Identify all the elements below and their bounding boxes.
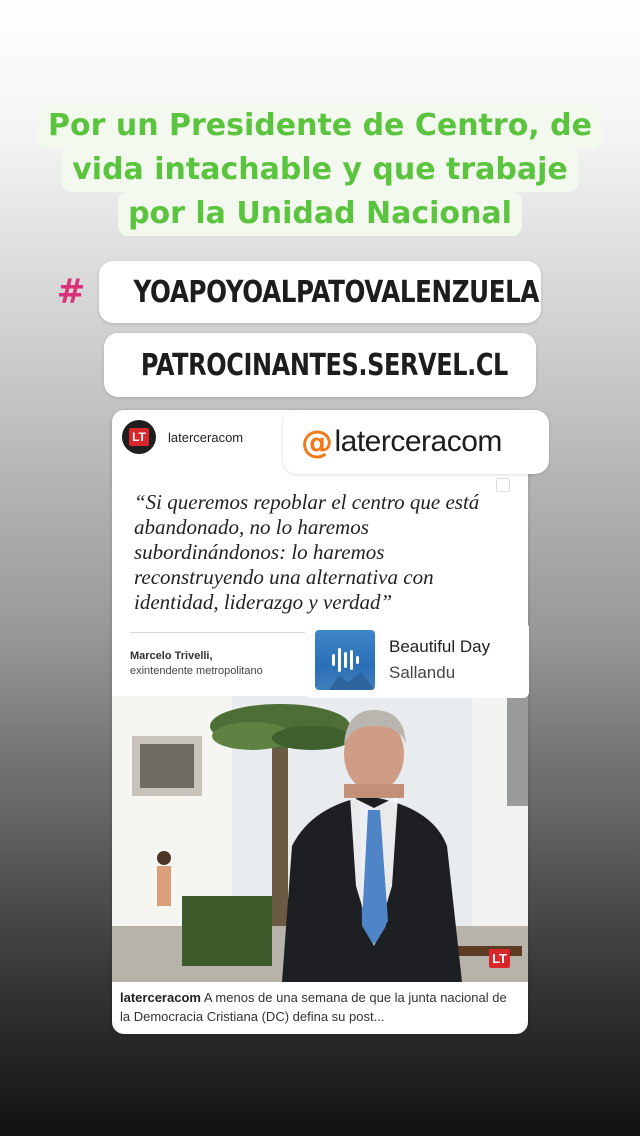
album-art [315, 630, 375, 690]
music-sticker[interactable] [305, 622, 529, 698]
photo-illustration [112, 696, 528, 982]
mention-sticker[interactable] [283, 410, 549, 474]
headline-line-1: Por un Presidente de Centro, de [38, 104, 602, 148]
caption-text: A menos de una semana de que la junta nacional de la Democracia Cristiana (DC) defina su post... [120, 990, 507, 1024]
caption-username[interactable]: laterceracom [120, 990, 201, 1005]
post-caption [120, 988, 520, 1026]
headline-line-2: vida intachable y que trabaje [62, 148, 578, 192]
song-title: Beautiful Day [389, 637, 491, 656]
author-name: Marcelo Trivelli, [130, 650, 213, 662]
avatar[interactable]: LT [122, 420, 156, 454]
headline-line-3: por la Unidad Nacional [118, 192, 522, 236]
author-title: exintendente metropolitano [130, 665, 263, 677]
song-artist: Sallandu [389, 663, 456, 682]
link-sticker[interactable] [104, 333, 536, 397]
shared-post-card[interactable] [112, 410, 528, 1034]
link-text: PATROCINANTES.SERVEL.CL [140, 347, 508, 383]
post-photo [112, 696, 528, 982]
hashtag-text: YOAPOYOALPATOVALENZUELA [133, 274, 539, 310]
mention-text: laterceracom [334, 425, 502, 458]
headline [30, 104, 610, 236]
hashtag-sticker[interactable] [56, 261, 541, 323]
small-square-icon [496, 478, 510, 492]
post-username[interactable]: laterceracom [168, 429, 244, 445]
post-quote: “Si queremos repoblar el centro que está abandonado, no lo haremos subordinándonos: lo haremos reconstruyendo una alternativa con identidad, liderazgo y verdad” [134, 490, 480, 614]
audio-wave-icon [315, 630, 375, 690]
hashtag-icon: # [56, 272, 85, 312]
lt-badge: LT [489, 949, 510, 968]
threads-at-icon: @ [301, 423, 333, 461]
